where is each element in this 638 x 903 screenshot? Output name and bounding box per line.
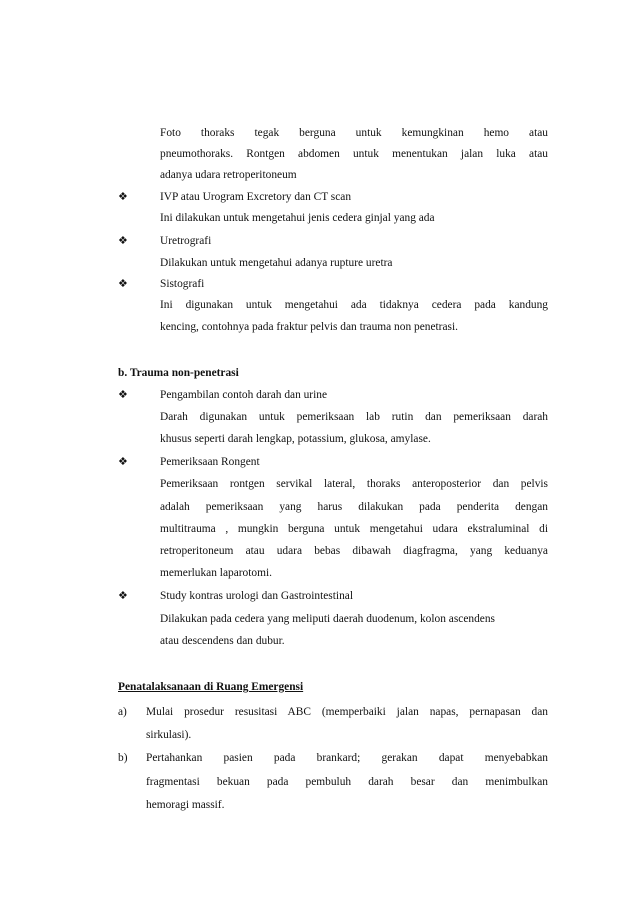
diamond-bullet-icon: ❖ [118, 234, 128, 247]
foto-line-2: pneumothoraks. Rontgen abdomen untuk menentukan jalan luka atau [160, 148, 548, 160]
diamond-bullet-icon: ❖ [118, 455, 128, 468]
sistografi-line-2: kencing, contohnya pada fraktur pelvis dan trauma non penetrasi. [160, 321, 458, 333]
section-b-heading: b. Trauma non-penetrasi [118, 367, 239, 379]
rongent-line-2: adalah pemeriksaan yang harus dilakukan pada penderita dengan [160, 501, 548, 513]
pertahankan-line-2: fragmentasi bekuan pada pembuluh darah besar dan menimbulkan [146, 776, 548, 788]
resusitasi-line-2: sirkulasi). [146, 729, 192, 741]
pertahankan-line-3: hemoragi massif. [146, 799, 225, 811]
kontras-title: Study kontras urologi dan Gastrointestinal [160, 590, 353, 602]
ivp-text: Ini dilakukan untuk mengetahui jenis cedera ginjal yang ada [160, 212, 435, 224]
list-marker-b: b) [118, 752, 128, 764]
uretrografi-title: Uretrografi [160, 235, 212, 247]
pertahankan-line-1: Pertahankan pasien pada brankard; gerakan dapat menyebabkan [146, 752, 548, 764]
diamond-bullet-icon: ❖ [118, 589, 128, 602]
kontras-line-1: Dilakukan pada cedera yang meliputi daerah duodenum, kolon ascendens [160, 613, 495, 625]
list-marker-a: a) [118, 706, 127, 718]
pengambilan-line-2: khusus seperti darah lengkap, potassium, glukosa, amylase. [160, 433, 431, 445]
penatalaksanaan-heading: Penatalaksanaan di Ruang Emergensi [118, 681, 304, 693]
rongent-line-4: retroperitoneum atau udara bebas dibawah diagfragma, yang keduanya [160, 545, 548, 557]
diamond-bullet-icon: ❖ [118, 190, 128, 203]
resusitasi-line-1: Mulai prosedur resusitasi ABC (memperbaiki jalan napas, pernapasan dan [146, 706, 548, 718]
ivp-title: IVP atau Urogram Excretory dan CT scan [160, 191, 352, 203]
rongent-line-3: multitrauma , mungkin berguna untuk mengetahui udara ekstraluminal di [160, 523, 548, 535]
sistografi-title: Sistografi [160, 278, 205, 290]
pengambilan-line-1: Darah digunakan untuk pemeriksaan lab rutin dan pemeriksaan darah [160, 411, 548, 423]
rongent-line-5: memerlukan laparotomi. [160, 567, 272, 579]
foto-line-3: adanya udara retroperitoneum [160, 169, 297, 181]
rongent-title: Pemeriksaan Rongent [160, 456, 260, 468]
rongent-line-1: Pemeriksaan rontgen servikal lateral, thoraks anteroposterior dan pelvis [160, 478, 548, 490]
diamond-bullet-icon: ❖ [118, 277, 128, 290]
sistografi-line-1: Ini digunakan untuk mengetahui ada tidaknya cedera pada kandung [160, 299, 548, 311]
pengambilan-title: Pengambilan contoh darah dan urine [160, 389, 328, 401]
foto-line-1: Foto thoraks tegak berguna untuk kemungkinan hemo atau [160, 127, 548, 139]
uretrografi-text: Dilakukan untuk mengetahui adanya rupture uretra [160, 257, 393, 269]
diamond-bullet-icon: ❖ [118, 388, 128, 401]
kontras-line-2: atau descendens dan dubur. [160, 635, 285, 647]
